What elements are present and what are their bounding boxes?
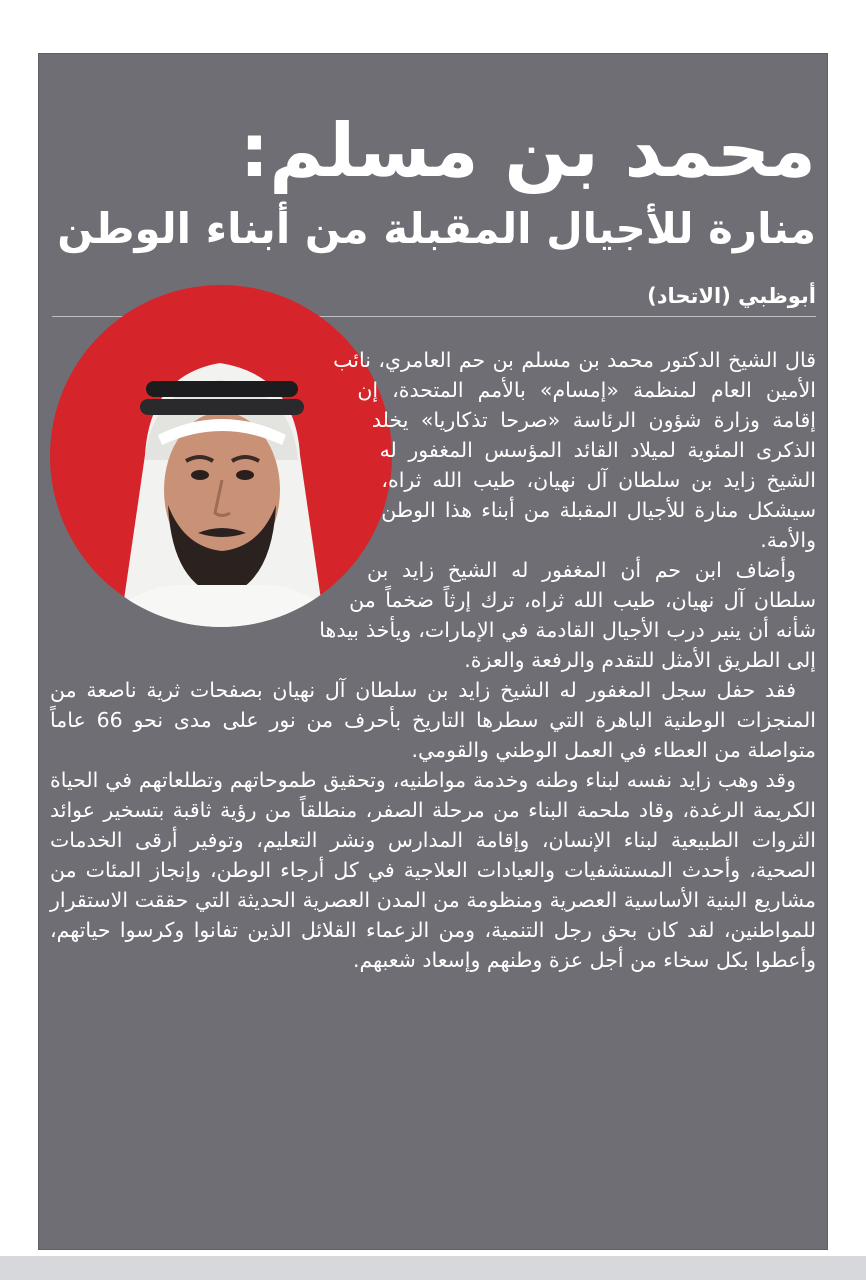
subheadline: منارة للأجيال المقبلة من أبناء الوطن [57,204,816,253]
article-panel [38,53,828,1250]
byline: أبوظبي (الاتحاد) [647,284,816,308]
paragraph-2: وأضاف ابن حم أن المغفور له الشيخ زايد بن سلطان آل نهيان، طيب الله ثراه، ترك إرثاً ضخماً من شأنه أن ينير درب الأجيال القادمة في الإمارات، ويأخذ بيدها إلى الطريق الأمثل للتقدم والرفعة والعزة. [319,558,816,672]
paragraph-4: وقد وهب زايد نفسه لبناء وطنه وخدمة مواطنيه، وتحقيق طموحاتهم وتطلعاتهم في الحياة الكريمة الرغدة، وقاد ملحمة البناء من مرحلة الصفر، منطلقاً من رؤية ثاقبة بتسخير عوائد الثروات الطبيعية لبناء الإنسان، وإقامة المدارس ونشر التعليم، وتوفير أرقى الخدمات الصحية، وأحدث المستشفيات والعيادات العلاجية في كل أرجاء الوطن، وإنجاز المئات من مشاريع البنية الأساسية العصرية ومنظومة من المدن العصرية الحديثة التي حققت الاستقرار للمواطنين، لقد كان بحق رجل التنمية، ومن الزعماء القلائل الذين تفانوا وكرسوا حياتهم، وأعطوا بكل سخاء من أجل عزة وطنهم وإسعاد شعبهم. [50,768,816,972]
article-body [50,345,816,1225]
paragraph-1: قال الشيخ الدكتور محمد بن مسلم بن حم العامري، نائب الأمين العام لمنظمة «إمسام» بالأمم المتحدة، إن إقامة وزارة شؤون الرئاسة «صرحا تذكاريا» يخلد الذكرى المئوية لميلاد القائد المؤسس المغفور له الشيخ زايد بن سلطان آل نهيان، طيب الله ثراه، سيشكل منارة للأجيال المقبلة من أبناء هذا الوطن والأمة. [333,348,816,552]
photo-wrap-spacer [50,345,395,633]
page-bottom-strip [0,1256,866,1280]
headline: محمد بن مسلم: [239,108,816,194]
paragraph-3: فقد حفل سجل المغفور له الشيخ زايد بن سلطان آل نهيان بصفحات ثرية ناصعة من المنجزات الوطنية الباهرة التي سطرها التاريخ بأحرف من نور على مدى نحو 66 عاماً متواصلة من العطاء في العمل الوطني والقومي. [50,678,816,762]
